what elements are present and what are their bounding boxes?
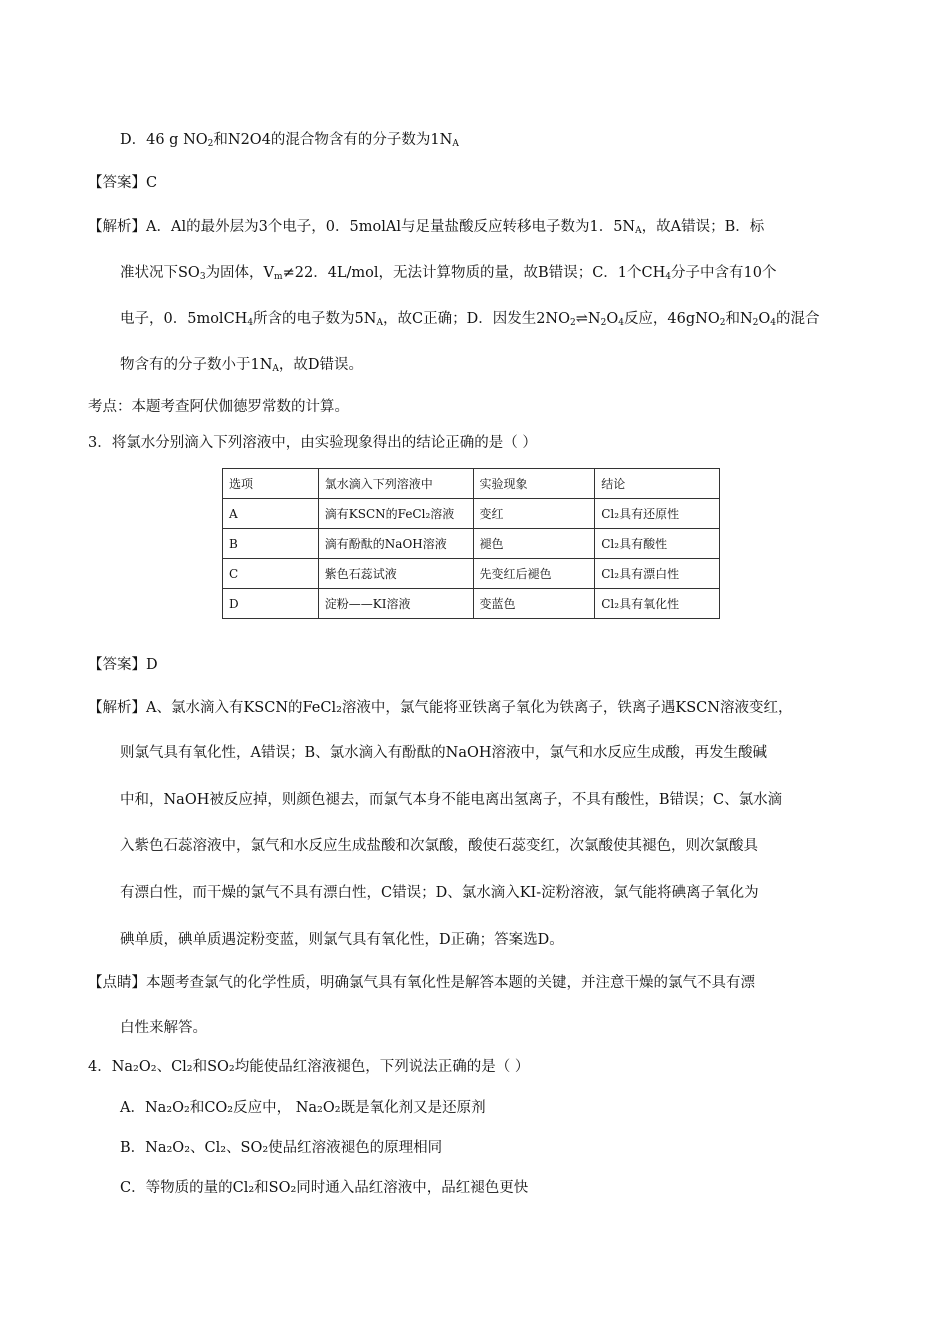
q3-stem: 3．将氯水分别滴入下列溶液中，由实验现象得出的结论正确的是（ ） <box>88 435 537 451</box>
q3-dianjing-line-2: 白性来解答。 <box>120 1020 207 1036</box>
q2-analysis-line-4: 物含有的分子数小于$1N_A$，故D错误。 <box>120 357 364 374</box>
q3-answer <box>88 655 158 675</box>
q2-answer <box>88 173 157 193</box>
q3-analysis-line-3: 中和，NaOH被反应掉，则颜色褪去，而氯气本身不能电离出氢离子，不具有酸性，B错误；C、氯水滴 <box>120 792 783 808</box>
q2-option-d: D．46 g $NO_2$和N2O4的混合物含有的分子数为$1N_A$ <box>120 132 459 149</box>
q3-dianjing-line-1: 【点睛】本题考查氯气的化学性质，明确氯气具有氧化性是解答本题的关键，并注意干燥的氯气不具有漂 <box>88 975 755 991</box>
table-cell: D <box>223 589 319 619</box>
analysis-tag: 【解析】 <box>88 700 146 716</box>
table-cell: 变红 <box>473 499 595 529</box>
table-cell: 淀粉——KI溶液 <box>318 589 473 619</box>
q4-option-b: B．Na₂O₂、Cl₂、SO₂使品红溶液褪色的原理相同 <box>120 1140 443 1156</box>
table-cell: 变蓝色 <box>473 589 595 619</box>
table-cell: Cl₂具有氧化性 <box>595 589 720 619</box>
table-cell: A <box>223 499 319 529</box>
q3-analysis-line-1: 【解析】A、氯水滴入有KSCN的FeCl₂溶液中，氯气能将亚铁离子氧化为铁离子，铁离子遇KSCN溶液变红， <box>88 700 793 716</box>
q3-analysis-line-6: 碘单质，碘单质遇淀粉变蓝，则氯气具有氧化性，D正确；答案选D。 <box>120 932 564 948</box>
q2-analysis-line-1: 【解析】A．Al的最外层为3个电子，0．5molAl与足量盐酸反应转移电子数为1．$5N_A$，故A错误；B．标 <box>88 219 765 236</box>
table-cell: 先变红后褪色 <box>473 559 595 589</box>
table-cell: Cl₂具有酸性 <box>595 529 720 559</box>
table-row <box>223 499 720 529</box>
table-row <box>223 589 720 619</box>
q4-option-a: A．Na₂O₂和CO₂反应中， Na₂O₂既是氧化剂又是还原剂 <box>120 1100 486 1116</box>
q3-analysis-line-2: 则氯气具有氧化性，A错误；B、氯水滴入有酚酞的NaOH溶液中，氯气和水反应生成酸，再发生酸碱 <box>120 745 767 761</box>
table-cell: 滴有酚酞的NaOH溶液 <box>318 529 473 559</box>
q4-stem: 4．Na₂O₂、Cl₂和SO₂均能使品红溶液褪色，下列说法正确的是（ ） <box>88 1059 530 1075</box>
answer-value: D <box>146 657 158 673</box>
q2-analysis-line-2: 准状况下$SO_3$为固体，$V_m\ne 22$．4L/mol，无法计算物质的量，故B错误；C．1个$CH_4$分子中含有10个 <box>120 265 777 282</box>
table-cell: 滴有KSCN的FeCl₂溶液 <box>318 499 473 529</box>
dianjing-tag: 【点睛】 <box>88 975 146 991</box>
answer-value: C <box>146 175 158 191</box>
table-cell: 褪色 <box>473 529 595 559</box>
table-cell: C <box>223 559 319 589</box>
table-cell: B <box>223 529 319 559</box>
q2-kaodian: 考点：本题考查阿伏伽德罗常数的计算。 <box>88 399 349 415</box>
answer-tag: 【答案】 <box>88 657 146 673</box>
table-header: 氯水滴入下列溶液中 <box>318 469 473 499</box>
table-header-row <box>223 469 720 499</box>
table-header: 实验现象 <box>473 469 595 499</box>
q3-analysis-line-4: 入紫色石蕊溶液中，氯气和水反应生成盐酸和次氯酸，酸使石蕊变红，次氯酸使其褪色，则次氯酸具 <box>120 838 758 854</box>
analysis-tag: 【解析】 <box>88 219 146 235</box>
table-row <box>223 529 720 559</box>
table-header: 选项 <box>223 469 319 499</box>
table-cell: 紫色石蕊试液 <box>318 559 473 589</box>
table-cell: Cl₂具有漂白性 <box>595 559 720 589</box>
q2-analysis-line-3: 电子，0．5molCH$_4$所含的电子数为$5N_A$，故C正确；D．因发生$2NO_2\rightleftharpoons N_2O_4$反应，46gNO$_2$和$N_2O_4$的混合 <box>120 311 820 328</box>
table-row <box>223 559 720 589</box>
table-header: 结论 <box>595 469 720 499</box>
q4-option-c: C．等物质的量的Cl₂和SO₂同时通入品红溶液中，品红褪色更快 <box>120 1180 529 1196</box>
answer-tag: 【答案】 <box>88 175 146 191</box>
q3-options-table <box>222 468 720 619</box>
q3-analysis-line-5: 有漂白性，而干燥的氯气不具有漂白性，C错误；D、氯水滴入KI-淀粉溶液，氯气能将碘离子氧化为 <box>120 885 759 901</box>
table-cell: Cl₂具有还原性 <box>595 499 720 529</box>
